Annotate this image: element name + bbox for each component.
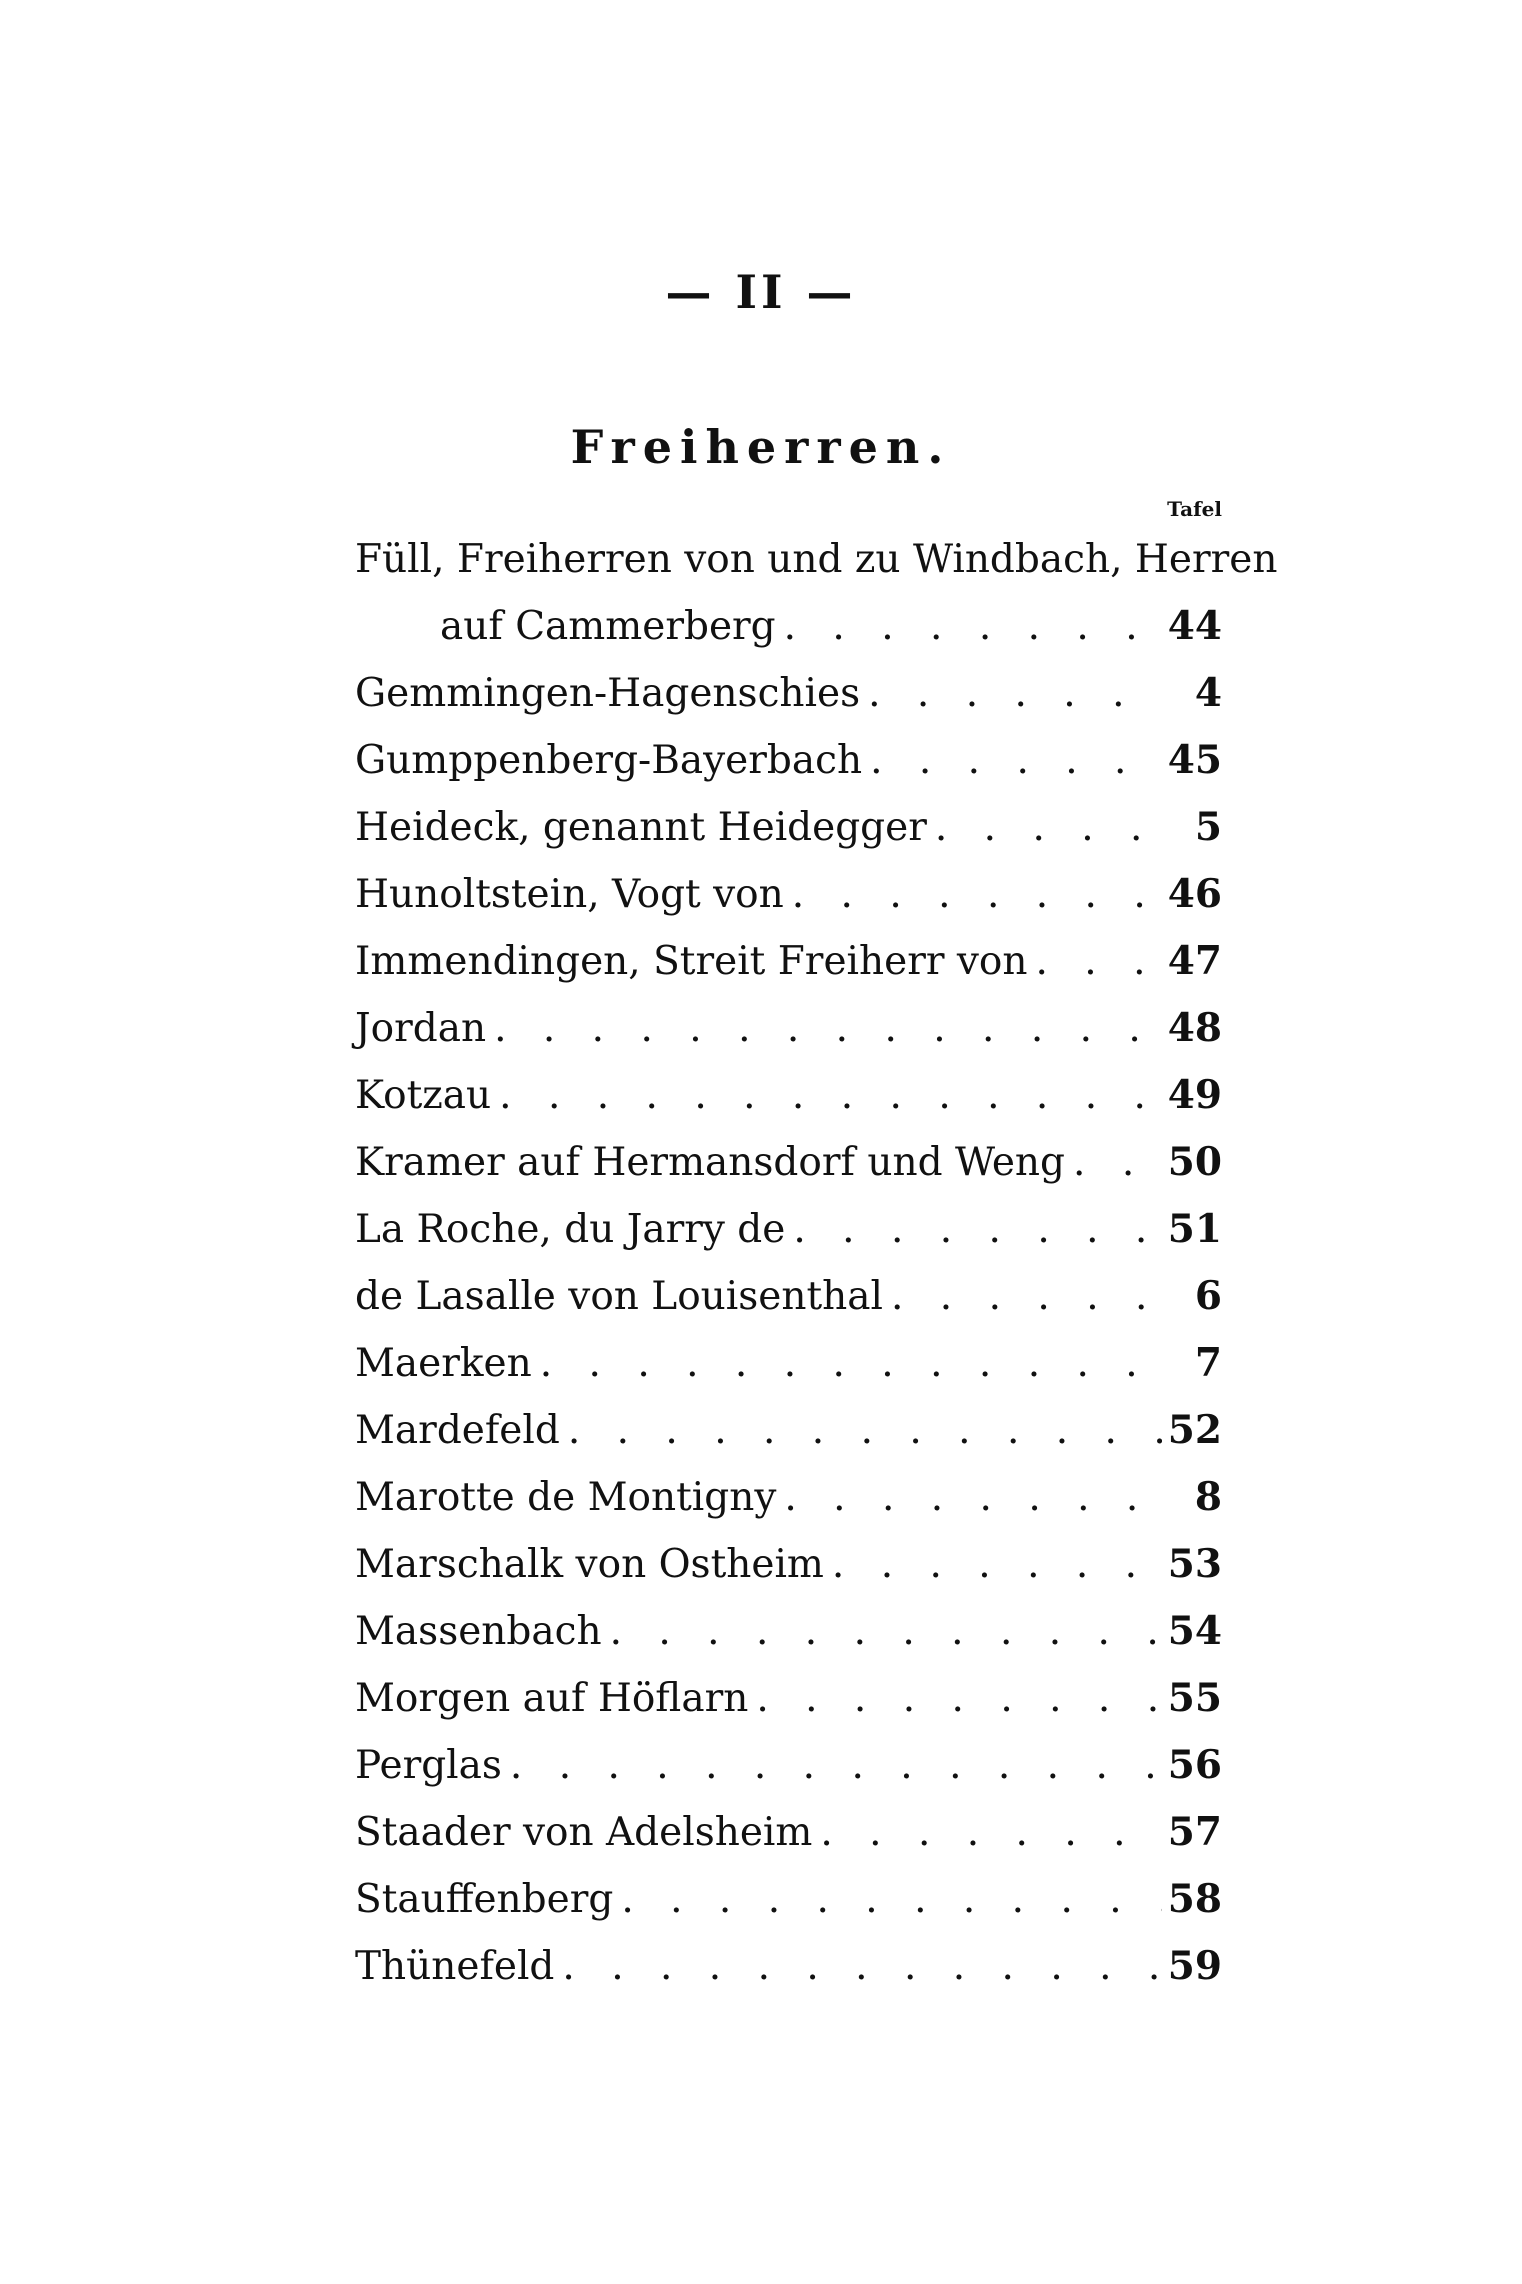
toc-entry-name: Morgen auf Höflarn bbox=[355, 1676, 749, 1721]
leader-dots bbox=[860, 660, 1162, 727]
leader-dots bbox=[824, 1531, 1162, 1598]
toc-entry-tafel: 55 bbox=[1167, 1675, 1222, 1721]
toc-entry-name: Massenbach bbox=[355, 1609, 602, 1654]
toc-entry-name: La Roche, du Jarry de bbox=[355, 1207, 786, 1252]
toc-entry-name: Maerken bbox=[355, 1341, 532, 1386]
toc-entry-name: Staader von Adelsheim bbox=[355, 1810, 813, 1855]
toc-entry bbox=[355, 660, 1222, 727]
column-header-tafel: Tafel bbox=[1167, 497, 1222, 521]
toc-entry-tafel: 59 bbox=[1167, 1943, 1222, 1989]
toc-entry-tafel: 58 bbox=[1167, 1876, 1222, 1922]
toc-entry bbox=[355, 1464, 1222, 1531]
toc-entry-name: Marschalk von Ostheim bbox=[355, 1542, 824, 1587]
toc-entry bbox=[355, 593, 1222, 660]
toc-entry-name: Heideck, genannt Heidegger bbox=[355, 805, 927, 850]
toc-entry-tafel: 49 bbox=[1167, 1072, 1222, 1118]
toc-entry-name: Stauffenberg bbox=[355, 1877, 614, 1922]
toc-entry-tafel: 44 bbox=[1167, 603, 1222, 649]
section-title: Freiherren. bbox=[570, 420, 952, 474]
toc-entry-name: Perglas bbox=[355, 1743, 502, 1788]
leader-dots bbox=[776, 1464, 1162, 1531]
toc-entry-tafel: 4 bbox=[1194, 670, 1222, 716]
toc-entry-tafel: 46 bbox=[1167, 871, 1222, 917]
toc-entry-name: Gemmingen-Hagenschies bbox=[355, 671, 861, 716]
toc-entry-name: Jordan bbox=[355, 1006, 487, 1051]
toc-entry-tafel: 8 bbox=[1194, 1474, 1222, 1520]
leader-dots bbox=[812, 1799, 1162, 1866]
toc-entry bbox=[355, 1933, 1222, 2000]
toc-entry bbox=[355, 794, 1222, 861]
table-of-contents bbox=[355, 526, 1278, 2000]
toc-entry-tafel: 7 bbox=[1194, 1340, 1222, 1386]
leader-dots bbox=[862, 727, 1162, 794]
toc-entry bbox=[355, 727, 1222, 794]
toc-entry bbox=[355, 861, 1222, 928]
toc-entry bbox=[355, 1397, 1222, 1464]
leader-dots bbox=[785, 1196, 1162, 1263]
toc-entry-tafel: 51 bbox=[1167, 1206, 1222, 1252]
toc-entry-name: Kotzau bbox=[355, 1073, 492, 1118]
toc-entry-name: de Lasalle von Louisenthal bbox=[355, 1274, 884, 1319]
leader-dots bbox=[560, 1397, 1162, 1464]
toc-entry-name: auf Cammerberg bbox=[440, 604, 776, 649]
toc-entry bbox=[355, 928, 1222, 995]
toc-entry-name: Immendingen, Streit Freiherr von bbox=[355, 939, 1028, 984]
toc-entry bbox=[355, 995, 1222, 1062]
toc-entry bbox=[355, 1531, 1222, 1598]
toc-entry-tafel: 56 bbox=[1167, 1742, 1222, 1788]
toc-entry-tafel: 50 bbox=[1167, 1139, 1222, 1185]
leader-dots bbox=[554, 1933, 1162, 2000]
leader-dots bbox=[927, 794, 1162, 861]
toc-entry-tafel: 54 bbox=[1167, 1608, 1222, 1654]
leader-dots bbox=[748, 1665, 1162, 1732]
leader-dots bbox=[883, 1263, 1162, 1330]
leader-dots bbox=[776, 593, 1162, 660]
toc-entry-tafel: 5 bbox=[1194, 804, 1222, 850]
toc-entry-name: Kramer auf Hermansdorf und Weng bbox=[355, 1140, 1066, 1185]
leader-dots bbox=[613, 1866, 1162, 1933]
leader-dots bbox=[784, 861, 1162, 928]
toc-entry bbox=[355, 1196, 1222, 1263]
toc-entry-tafel: 57 bbox=[1167, 1809, 1222, 1855]
leader-dots bbox=[532, 1330, 1162, 1397]
toc-entry bbox=[355, 1062, 1222, 1129]
leader-dots bbox=[1065, 1129, 1162, 1196]
toc-entry bbox=[355, 1665, 1222, 1732]
toc-entry-name: Mardefeld bbox=[355, 1408, 560, 1453]
toc-entry bbox=[355, 1129, 1222, 1196]
toc-entry bbox=[355, 1330, 1222, 1397]
leader-dots bbox=[602, 1598, 1162, 1665]
toc-entry-tafel: 6 bbox=[1194, 1273, 1222, 1319]
toc-entry-name: Marotte de Montigny bbox=[355, 1475, 777, 1520]
toc-entry-line: Füll, Freiherren von und zu Windbach, Herren bbox=[355, 537, 1278, 582]
toc-entry-name: Gumppenberg-Bayerbach bbox=[355, 738, 863, 783]
toc-entry-tafel: 48 bbox=[1167, 1005, 1222, 1051]
toc-entry-name: Thünefeld bbox=[355, 1944, 555, 1989]
toc-entry-tafel: 45 bbox=[1167, 737, 1222, 783]
toc-entry bbox=[355, 1799, 1222, 1866]
leader-dots bbox=[1028, 928, 1162, 995]
leader-dots bbox=[491, 1062, 1162, 1129]
toc-entry bbox=[355, 1732, 1222, 1799]
toc-entry-tafel: 47 bbox=[1167, 938, 1222, 984]
toc-entry bbox=[355, 1598, 1222, 1665]
leader-dots bbox=[486, 995, 1162, 1062]
toc-entry bbox=[355, 1263, 1222, 1330]
toc-entry-tafel: 52 bbox=[1167, 1407, 1222, 1453]
leader-dots bbox=[502, 1732, 1162, 1799]
page-number: — II — bbox=[665, 265, 857, 319]
toc-entry-name: Hunoltstein, Vogt von bbox=[355, 872, 784, 917]
toc-entry bbox=[355, 1866, 1222, 1933]
toc-entry-tafel: 53 bbox=[1167, 1541, 1222, 1587]
